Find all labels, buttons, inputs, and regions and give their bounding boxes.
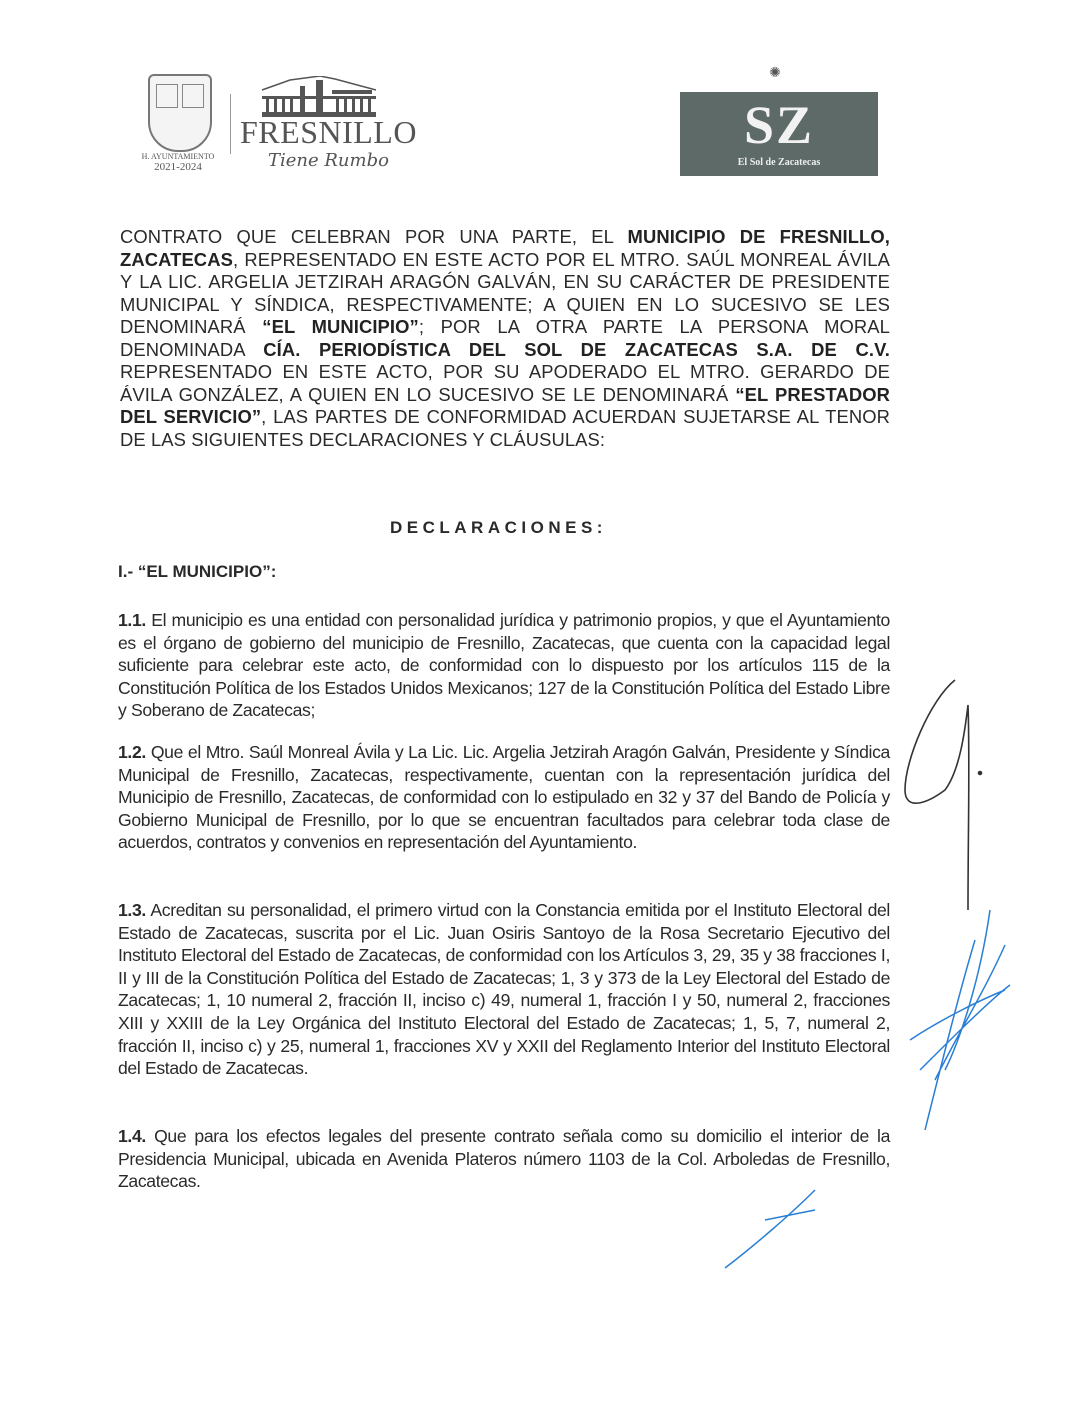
- declaration-1-3: [118, 899, 890, 1080]
- logo-divider: [230, 94, 231, 154]
- fresnillo-arch-icon: [260, 76, 378, 118]
- newspaper-name: El Sol de Zacatecas: [737, 157, 821, 168]
- blue-signature-icon: [910, 910, 1010, 1130]
- black-signature-icon: [905, 680, 982, 910]
- blue-initial-icon: [725, 1190, 815, 1268]
- sol-de-zacatecas-logo: [680, 64, 880, 178]
- declaraciones-heading: DECLARACIONES:: [390, 518, 607, 537]
- city-name: FRESNILLO: [240, 114, 417, 150]
- contract-intro-paragraph: [120, 226, 890, 451]
- declaration-text: Que para los efectos legales del presente contrato señala como su domicilio el interior de la Presidencia Municipal, ubicada en Avenida Plateros número 1103 de la Col. Arboledas de Fresnillo, Zacatecas.: [118, 1126, 890, 1192]
- declaration-1-1: [118, 609, 890, 722]
- declaration-1-4: [118, 1125, 890, 1193]
- fresnillo-logo: [140, 70, 417, 180]
- declaration-text: Acreditan su personalidad, el primero virtud con la Constancia emitida por el Instituto Electoral del Estado de Zacatecas, suscrita por el Lic. Juan Osiris Santoyo de la Rosa Secretario Ejecutivo del Instituto Electoral del Estado de Zacatecas, de conformidad con los Artículos 3, 29, 35 y 38 fracciones I, II y III de la Constitución Política del Estado de Zacatecas; 1, 3 y 373 de la Ley Electoral del Estado de Zacatecas; 1, 10 numeral 2, fracción II, inciso c) 49, numeral 1, fracción I y 50, numeral 2, fracciones XIII y XXIII de la Ley Orgánica del Instituto Electoral del Estado de Zacatecas; 1, 5, 7, numeral 2, fracción II, inciso c) y 25, numeral 1, fracciones XV y XXII del Reglamento Interior del Instituto Electoral del Estado de Zacatecas.: [118, 900, 890, 1079]
- declaration-text: Que el Mtro. Saúl Monreal Ávila y La Lic. Lic. Argelia Jetzirah Aragón Galván, Presidente y Síndica Municipal de Fresnillo, Zacatecas, respectivamente, cuentan con la representación jurídica del Municipio de Fresnillo, Zacatecas, de conformidad con lo estipulado en 32 y 37 del Bando de Policía y Gobierno Municipal de Fresnillo, por lo que se encuentran facultados para celebrar toda clase de acuerdos, contratos y convenios en representación del Ayuntamiento.: [118, 742, 890, 853]
- declaration-1-2: [118, 741, 890, 854]
- municipal-coat-of-arms-icon: [148, 74, 212, 152]
- city-tagline: Tiene Rumbo: [268, 150, 389, 171]
- intro-bold-segment: MUNICIPIO DE FRESNILLO, ZACATECAS: [120, 226, 891, 270]
- declaration-text: El municipio es una entidad con personalidad jurídica y patrimonio propios, y que el Ayuntamiento es el órgano de gobierno del municipio de Fresnillo, Zacatecas, que cuenta con la capacidad legal suficiente para celebrar este acto, de conformidad con lo dispuesto por los artículos 115 de la Constitución Política de los Estados Unidos Mexicanos; 127 de la Constitución Política del Estado Libre y Soberano de Zacatecas;: [118, 610, 890, 721]
- intro-text-segment: REPRESENTADO EN ESTE ACTO, POR SU APODERADO EL MTRO. GERARDO DE ÁVILA GONZÁLEZ, A QUIEN EN LO SUCESIVO SE LE DENOMINARÁ: [120, 361, 890, 405]
- declaration-number: 1.1.: [118, 610, 146, 630]
- declaration-number: 1.4.: [118, 1126, 146, 1146]
- intro-text-segment: , REPRESENTADO EN ESTE ACTO POR EL MTRO. SAÚL MONREAL ÁVILA Y LA LIC. ARGELIA JETZIRAH ARAGÓN GALVÁN, EN SU CARÁCTER DE PRESIDENTE MUNICIPAL Y SÍNDICA, RESPECTIVAMENTE; A QUIEN EN LO SUCESIVO SE LES DENOMINARÁ: [120, 248, 890, 337]
- ayuntamiento-label: [140, 152, 216, 172]
- declaration-number: 1.2.: [118, 742, 146, 762]
- intro-bold-segment: “EL PRESTADOR DEL SERVICIO”: [120, 383, 890, 427]
- intro-bold-segment: CÍA. PERIODÍSTICA DEL SOL DE ZACATECAS S.A. DE C.V.: [263, 338, 890, 360]
- declaration-number: 1.3.: [118, 900, 146, 920]
- intro-text-segment: ; POR LA OTRA PARTE LA PERSONA MORAL DENOMINADA: [120, 316, 890, 360]
- sun-emblem-icon: ✺: [769, 64, 781, 80]
- intro-bold-segment: “EL MUNICIPIO”: [262, 316, 419, 337]
- intro-text-segment: , LAS PARTES DE CONFORMIDAD ACUERDAN SUJETARSE AL TENOR DE LAS SIGUIENTES DECLARACIONES Y CLÁUSULAS:: [120, 406, 890, 450]
- ayuntamiento-text: H. AYUNTAMIENTO: [141, 152, 215, 161]
- section-heading-municipio: I.- “EL MUNICIPIO”:: [118, 562, 277, 581]
- period-text: 2021-2024: [154, 161, 202, 173]
- sz-logo-box: [680, 92, 878, 176]
- intro-text-segment: CONTRATO QUE CELEBRAN POR UNA PARTE, EL: [120, 226, 628, 247]
- sz-mark: SZ: [743, 95, 815, 155]
